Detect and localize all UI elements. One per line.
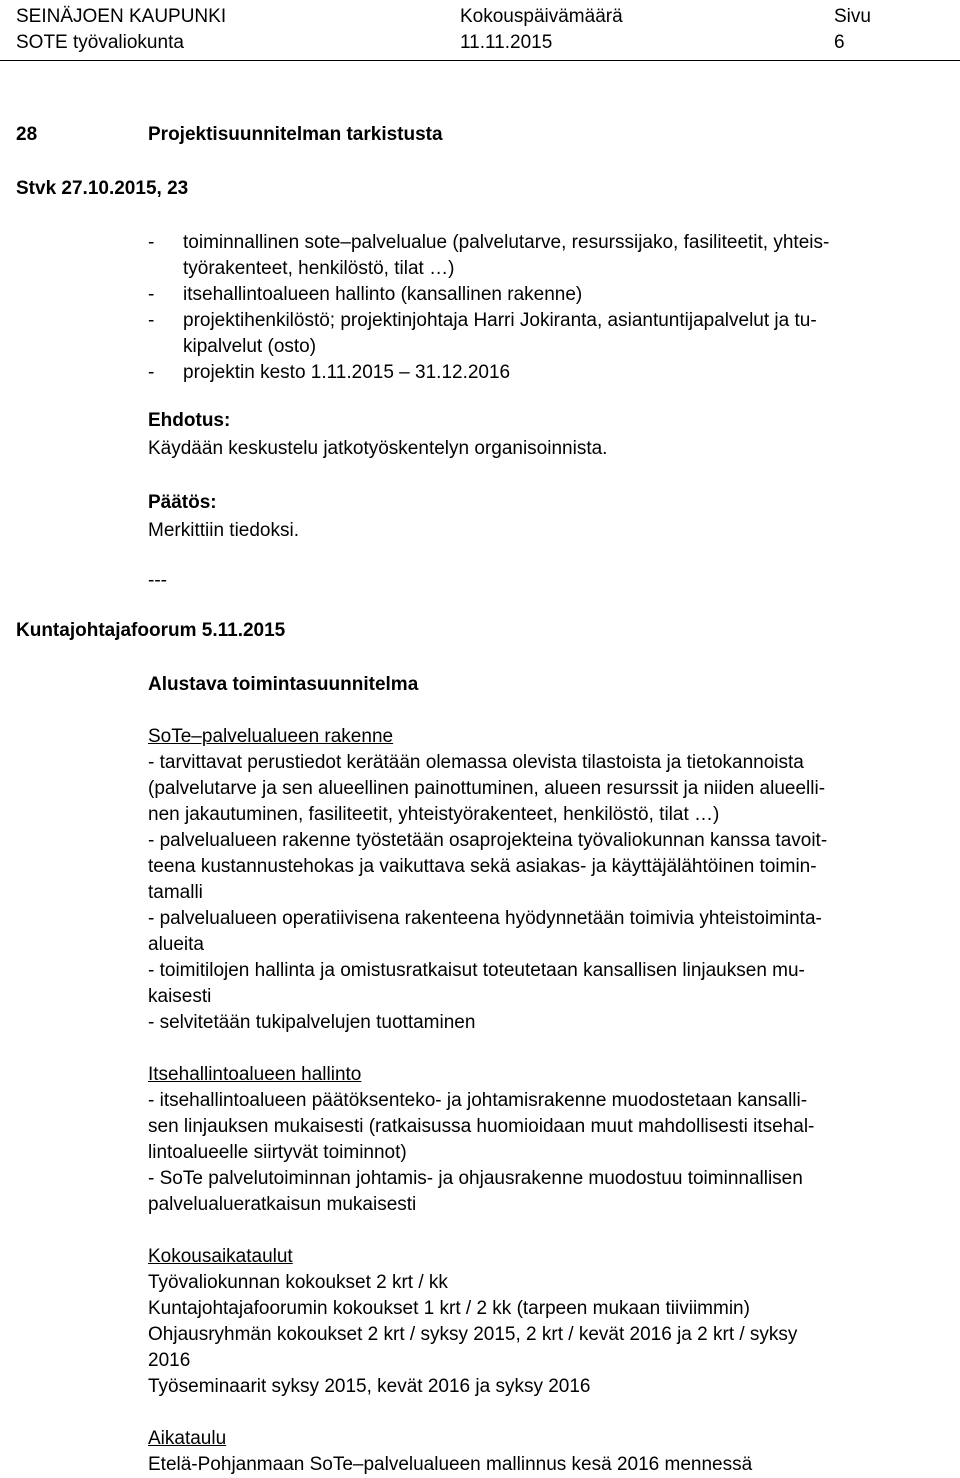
section-line: Työvaliokunnan kokoukset 2 krt / kk <box>148 1272 448 1293</box>
list-item-line: itsehallintoalueen hallinto (kansallinen rakenne) <box>183 284 583 305</box>
list-item <box>148 308 948 360</box>
section-line: Ohjausryhmän kokoukset 2 krt / syksy 2015, 2 krt / kevät 2016 ja 2 krt / syksy <box>148 1324 798 1345</box>
forum-subtitle: Alustava toimintasuunnitelma <box>148 674 419 695</box>
section-line: sen linjauksen mukaisesti (ratkaisussa huomioidaan muut mahdollisesti itsehal- <box>148 1116 815 1137</box>
section-line: - SoTe palvelutoiminnan johtamis- ja ohjausrakenne muodostuu toiminnallisen <box>148 1168 803 1189</box>
page-header <box>16 4 946 56</box>
section-heading: Kokousaikataulut <box>148 1246 293 1267</box>
meeting-date: 11.11.2015 <box>460 32 553 53</box>
org-name: SEINÄJOEN KAUPUNKI <box>16 6 227 27</box>
section-aikataulu <box>148 1426 948 1478</box>
list-item <box>148 282 948 308</box>
proposal-label: Ehdotus: <box>148 410 231 431</box>
list-item-line: työrakenteet, henkilöstö, tilat …) <box>183 258 455 279</box>
item-reference: Stvk 27.10.2015, 23 <box>16 178 189 199</box>
item-number: 28 <box>16 124 38 145</box>
separator: --- <box>148 570 167 591</box>
list-item-line: projektihenkilöstö; projektinjohtaja Harri Jokiranta, asiantuntijapalvelut ja tu- <box>183 310 817 331</box>
section-kokousaikataulut <box>148 1244 948 1400</box>
decision-text: Merkittiin tiedoksi. <box>148 520 299 541</box>
forum-title: Kuntajohtajafoorum 5.11.2015 <box>16 620 286 641</box>
list-item-line: kipalvelut (osto) <box>183 336 317 357</box>
date-label: Kokouspäivämäärä <box>460 6 623 27</box>
list-dash: - <box>148 310 155 331</box>
list-item <box>148 230 948 282</box>
header-divider <box>0 60 960 61</box>
list-item-line: projektin kesto 1.11.2015 – 31.12.2016 <box>183 362 511 383</box>
section-line: - tarvittavat perustiedot kerätään olemassa olevista tilastoista ja tietokannoista <box>148 752 804 773</box>
item-title: Projektisuunnitelman tarkistusta <box>148 124 443 145</box>
section-line: alueita <box>148 934 204 955</box>
section-heading: Aikataulu <box>148 1428 227 1449</box>
project-scope-list <box>148 230 948 386</box>
list-dash: - <box>148 362 155 383</box>
proposal-text: Käydään keskustelu jatkotyöskentelyn organisoinnista. <box>148 438 608 459</box>
section-heading: SoTe–palvelualueen rakenne <box>148 726 394 747</box>
list-dash: - <box>148 284 155 305</box>
section-line: palvelualueratkaisun mukaisesti <box>148 1194 417 1215</box>
section-line: Työseminaarit syksy 2015, kevät 2016 ja syksy 2016 <box>148 1376 591 1397</box>
section-line: Etelä-Pohjanmaan SoTe–palvelualueen mallinnus kesä 2016 mennessä <box>148 1454 753 1475</box>
decision-label: Päätös: <box>148 492 217 513</box>
section-line: - itsehallintoalueen päätöksenteko- ja johtamisrakenne muodostetaan kansalli- <box>148 1090 808 1111</box>
list-dash: - <box>148 232 155 253</box>
section-line: lintoalueelle siirtyvät toiminnot) <box>148 1142 407 1163</box>
section-line: - palvelualueen rakenne työstetään osaprojekteina työvaliokunnan kanssa tavoit- <box>148 830 828 851</box>
section-line: - selvitetään tukipalvelujen tuottaminen <box>148 1012 476 1033</box>
unit-name: SOTE työvaliokunta <box>16 32 184 53</box>
section-heading: Itsehallintoalueen hallinto <box>148 1064 362 1085</box>
section-sote <box>148 724 948 1036</box>
section-line: (palvelutarve ja sen alueellinen painottuminen, alueen resurssit ja niiden alueelli- <box>148 778 826 799</box>
list-item-line: toiminnallinen sote–palvelualue (palvelutarve, resurssijako, fasiliteetit, yhteis- <box>183 232 830 253</box>
section-itsehallinto <box>148 1062 948 1218</box>
section-line: teena kustannustehokas ja vaikuttava sekä asiakas- ja käyttäjälähtöinen toimin- <box>148 856 817 877</box>
list-item <box>148 360 948 386</box>
page-label: Sivu <box>834 6 871 27</box>
section-line: Kuntajohtajafoorumin kokoukset 1 krt / 2 kk (tarpeen mukaan tiiviimmin) <box>148 1298 750 1319</box>
section-line: tamalli <box>148 882 203 903</box>
page-number: 6 <box>834 32 845 53</box>
section-line: - toimitilojen hallinta ja omistusratkaisut toteutetaan kansallisen linjauksen mu- <box>148 960 805 981</box>
section-line: 2016 <box>148 1350 191 1371</box>
section-line: nen jakautuminen, fasiliteetit, yhteistyörakenteet, henkilöstö, tilat …) <box>148 804 720 825</box>
section-line: kaisesti <box>148 986 212 1007</box>
section-line: - palvelualueen operatiivisena rakenteena hyödynnetään toimivia yhteistoiminta- <box>148 908 822 929</box>
